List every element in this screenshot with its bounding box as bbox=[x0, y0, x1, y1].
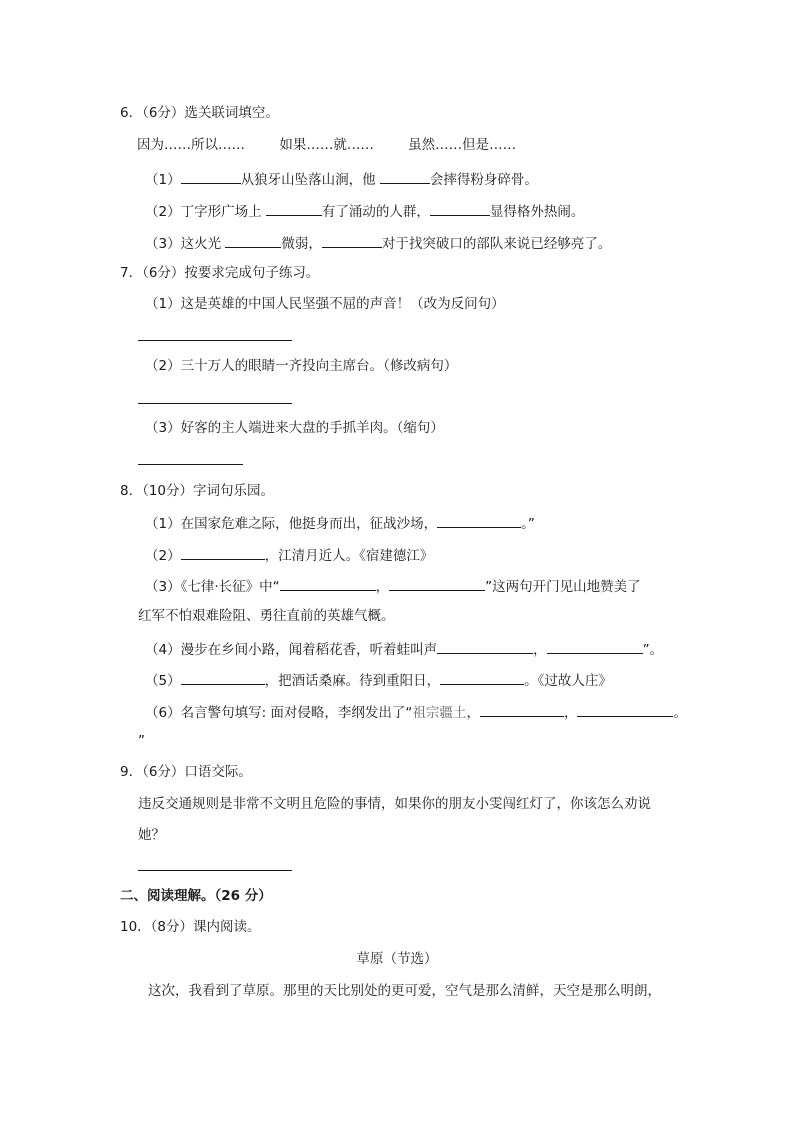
passage-title: 草原（节选） bbox=[356, 951, 438, 967]
answer-blank[interactable] bbox=[480, 702, 564, 717]
q7-item-3: （3）好客的主人端进来大盘的手抓羊肉。（缩句） bbox=[145, 420, 444, 436]
q8-item-2: （2） ，江清月近人。《宿建德江》 bbox=[145, 545, 433, 565]
q6-title: 6．（6分）选关联词填空。 bbox=[120, 105, 279, 121]
q8-item-4: （4）漫步在乡间小路，闻着稻花香，听着蛙叫声 ， ”。 bbox=[145, 639, 663, 659]
answer-line[interactable] bbox=[138, 870, 292, 871]
answer-blank[interactable] bbox=[437, 513, 521, 528]
q9-text-1: 违反交通规则是非常不文明且危险的事情，如果你的朋友小雯闯红灯了，你该怎么劝说 bbox=[138, 796, 651, 812]
answer-blank[interactable] bbox=[430, 201, 490, 216]
q8-item-1: （1）在国家危难之际，他挺身而出，征战沙场， 。” bbox=[145, 513, 535, 533]
passage-line-1: 这次，我看到了草原。那里的天比别处的更可爱，空气是那么清鲜，天空是那么明朗， bbox=[148, 983, 661, 999]
answer-blank[interactable] bbox=[577, 702, 673, 717]
q8-title: 8．（10分）字词句乐园。 bbox=[120, 483, 275, 499]
section-2-title: 二、阅读理解。（26 分） bbox=[120, 888, 272, 904]
answer-blank[interactable] bbox=[547, 639, 643, 654]
answer-blank[interactable] bbox=[322, 233, 382, 248]
q6-item-3: （3）这火光 微弱， 对于找突破口的部队来说已经够亮了。 bbox=[145, 233, 611, 253]
q6-item-1: （1） 从狼牙山坠落山涧，他 会摔得粉身碎骨。 bbox=[145, 169, 538, 189]
q8-item-5: （5） ，把酒话桑麻。待到重阳日， 。《过故人庄》 bbox=[145, 670, 612, 690]
q9-title: 9．（6分）口语交际。 bbox=[120, 764, 252, 780]
q8-item-3: （3）《七律·长征》中“ ， ”这两句开门见山地赞美了 bbox=[145, 576, 641, 596]
q8-item-3-cont: 红军不怕艰难险阻、勇往直前的英雄气概。 bbox=[138, 608, 395, 624]
answer-blank[interactable] bbox=[440, 670, 524, 685]
q7-item-2: （2）三十万人的眼睛一齐投向主席台。（修改病句） bbox=[145, 358, 458, 374]
answer-blank[interactable] bbox=[266, 201, 322, 216]
answer-line[interactable] bbox=[138, 340, 292, 341]
q9-text-2: 她？ bbox=[138, 827, 165, 843]
q10-title: 10．（8分）课内阅读。 bbox=[120, 919, 261, 935]
q8-item-6-close-quote: ” bbox=[138, 733, 145, 749]
answer-blank[interactable] bbox=[181, 169, 241, 184]
answer-blank[interactable] bbox=[437, 639, 533, 654]
answer-blank[interactable] bbox=[280, 576, 376, 591]
q7-item-1: （1）这是英雄的中国人民坚强不屈的声音！（改为反问句） bbox=[145, 296, 505, 312]
answer-blank[interactable] bbox=[181, 545, 265, 560]
q8-item-6: （6）名言警句填写: 面对侵略，李纲发出了“祖宗疆土， ， 。 bbox=[145, 702, 687, 722]
answer-blank[interactable] bbox=[181, 670, 265, 685]
q6-item-2: （2）丁字形广场上 有了涌动的人群， 显得格外热闹。 bbox=[145, 201, 584, 221]
answer-line[interactable] bbox=[138, 464, 243, 465]
answer-blank[interactable] bbox=[389, 576, 485, 591]
q6-options: 因为……所以…… 如果……就…… 虽然……但是…… bbox=[137, 137, 517, 153]
answer-blank[interactable] bbox=[380, 169, 430, 184]
answer-line[interactable] bbox=[138, 403, 292, 404]
answer-blank[interactable] bbox=[225, 233, 281, 248]
q7-title: 7．（6分）按要求完成句子练习。 bbox=[120, 265, 320, 281]
